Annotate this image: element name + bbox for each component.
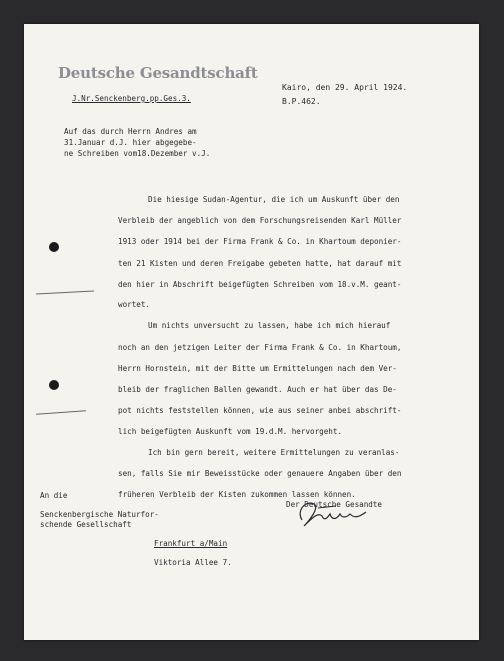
recipient-street: Viktoria Allee 7. [154, 558, 232, 567]
letterhead: Deutsche Gesandtschaft [58, 64, 258, 82]
recipient-name: Senckenbergische Naturfor- [40, 510, 159, 519]
body-line: Herrn Hornstein, mit der Bitte um Ermittelungen nach dem Ver- [118, 364, 397, 373]
fold-mark [36, 290, 94, 294]
body-line: Ich bin gern bereit, weitere Ermittelungen zu veranlas- [148, 448, 400, 457]
body-line: Die hiesige Sudan-Agentur, die ich um Auskunft über den [148, 195, 400, 204]
body-line: noch an den jetzigen Leiter der Firma Frank & Co. in Khartoum, [118, 343, 402, 352]
body-line: 1913 oder 1914 bei der Firma Frank & Co. in Khartoum deponier- [118, 237, 402, 246]
body-line: ten 21 Kisten und deren Freigabe gebeten hatte, hat darauf mit [118, 259, 402, 268]
body-line: früheren Verbleib der Kisten zukommen lassen können. [118, 490, 356, 499]
fold-mark [36, 410, 86, 414]
reference-number: J.Nr.Senckenberg.pp.Ges.3. [72, 94, 191, 103]
subject-line: Auf das durch Herrn Andres am [64, 127, 197, 136]
body-line: wortet. [118, 300, 151, 309]
body-line: bleib der fraglichen Ballen gewandt. Auch er hat über das De- [118, 385, 397, 394]
subject-block [64, 126, 210, 159]
letter-page [24, 24, 479, 640]
body-line: sen, falls Sie mir Beweisstücke oder genauere Angaben über den [118, 469, 402, 478]
body-line: Verbleib der angeblich von dem Forschungsreisenden Karl Müller [118, 216, 402, 225]
place-and-date: Kairo, den 29. April 1924. [282, 83, 408, 92]
recipient-city: Frankfurt a/Main [154, 539, 228, 548]
recipient-prefix: An die [40, 491, 68, 500]
handwritten-signature [292, 498, 372, 532]
punch-hole [49, 380, 59, 390]
closing-title: Der Deutsche Gesandte [286, 500, 383, 509]
file-number: B.P.462. [282, 97, 321, 106]
punch-hole [49, 242, 59, 252]
recipient-name: schende Gesellschaft [40, 520, 132, 529]
body-line: Um nichts unversucht zu lassen, habe ich mich hierauf [148, 321, 391, 330]
subject-line: ne Schreiben vom18.Dezember v.J. [64, 149, 211, 158]
body-line: den hier in Abschrift beigefügten Schreiben vom 18.v.M. geant- [118, 280, 402, 289]
body-line: pot nichts feststellen können, wie aus seiner anbei abschrift- [118, 406, 402, 415]
subject-line: 31.Januar d.J. hier abgegebe- [64, 138, 197, 147]
body-line: lich beigefügten Auskunft vom 19.d.M. hervorgeht. [118, 427, 343, 436]
